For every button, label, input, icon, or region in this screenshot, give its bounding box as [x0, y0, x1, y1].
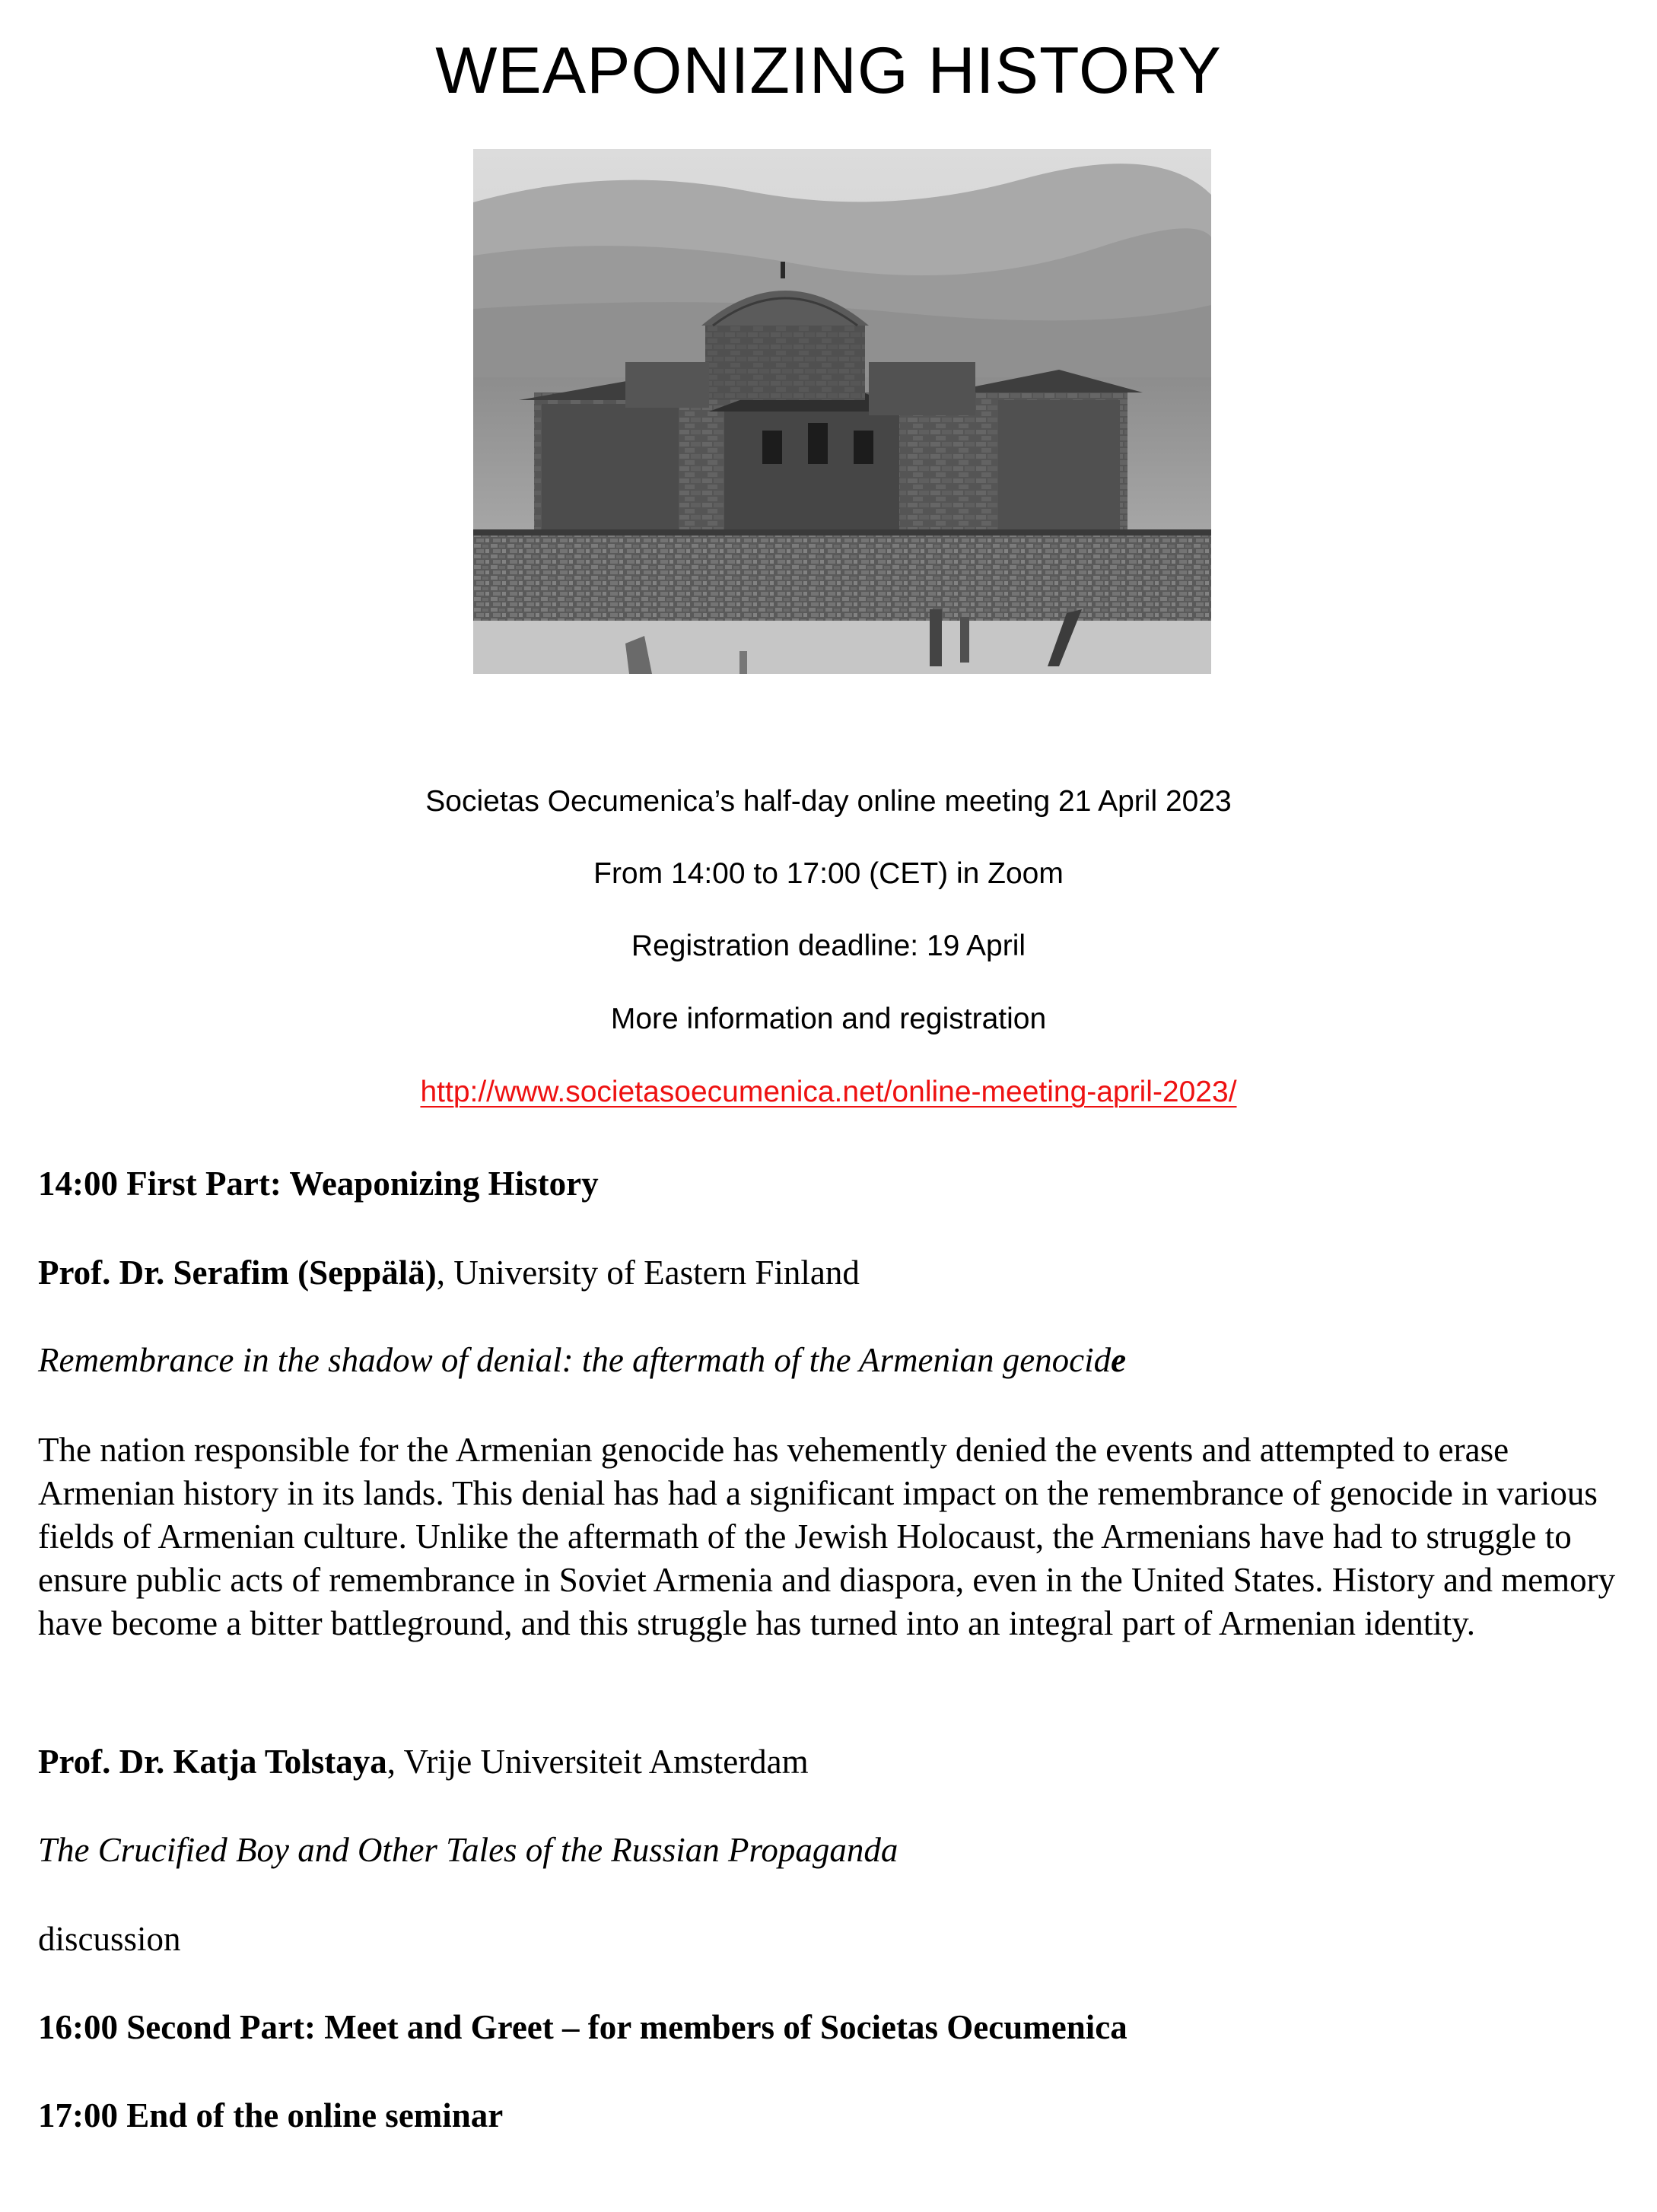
speaker1-name: Prof. Dr. Serafim (Seppälä)	[38, 1254, 437, 1292]
part2-heading: 16:00 Second Part: Meet and Greet – for members of Societas Oecumenica	[38, 2008, 1127, 2046]
monastery-photo	[473, 149, 1211, 674]
meeting-announcement: Societas Oecumenica’s half-day online meeting 21 April 2023	[425, 785, 1232, 818]
registration-deadline: Registration deadline: 19 April	[631, 930, 1026, 962]
registration-link[interactable]: http://www.societasoecumenica.net/online-meeting-april-2023/	[420, 1076, 1237, 1108]
speaker1-affiliation: , University of Eastern Finland	[436, 1254, 860, 1292]
speaker1-line	[38, 1251, 1620, 1295]
page-title: WEAPONIZING HISTORY	[435, 34, 1222, 107]
meeting-time: From 14:00 to 17:00 (CET) in Zoom	[593, 857, 1064, 890]
speaker1-talk-main: Remembrance in the shadow of denial: the aftermath of the Armenian genocid	[38, 1341, 1112, 1379]
speaker2-talk-title: The Crucified Boy and Other Tales of the Russian Propaganda	[38, 1831, 898, 1869]
speaker1-talk-title	[38, 1338, 1620, 1382]
speaker1-talk-last-letter: e	[1111, 1341, 1127, 1379]
more-info-label: More information and registration	[610, 1003, 1047, 1035]
speaker2-line	[38, 1740, 1620, 1784]
part1-heading: 14:00 First Part: Weaponizing History	[38, 1165, 599, 1203]
discussion-label: discussion	[38, 1920, 181, 1958]
end-heading: 17:00 End of the online seminar	[38, 2096, 504, 2134]
speaker2-name: Prof. Dr. Katja Tolstaya	[38, 1743, 387, 1781]
speaker2-affiliation: , Vrije Universiteit Amsterdam	[386, 1743, 809, 1781]
speaker1-abstract: The nation responsible for the Armenian genocide has vehemently denied the events and attempted to erase Armenian history in its lands. This denial has had a significant impact on the remembrance of genocide in various fields of Armenian culture. Unlike the aftermath of the Jewish Holocaust, the Armenians have had to struggle to ensure public acts of remembrance in Soviet Armenia and diaspora, even in the United States. History and memory have become a bitter battleground, and this struggle has turned into an integral part of Armenian identity.	[38, 1431, 1616, 1642]
